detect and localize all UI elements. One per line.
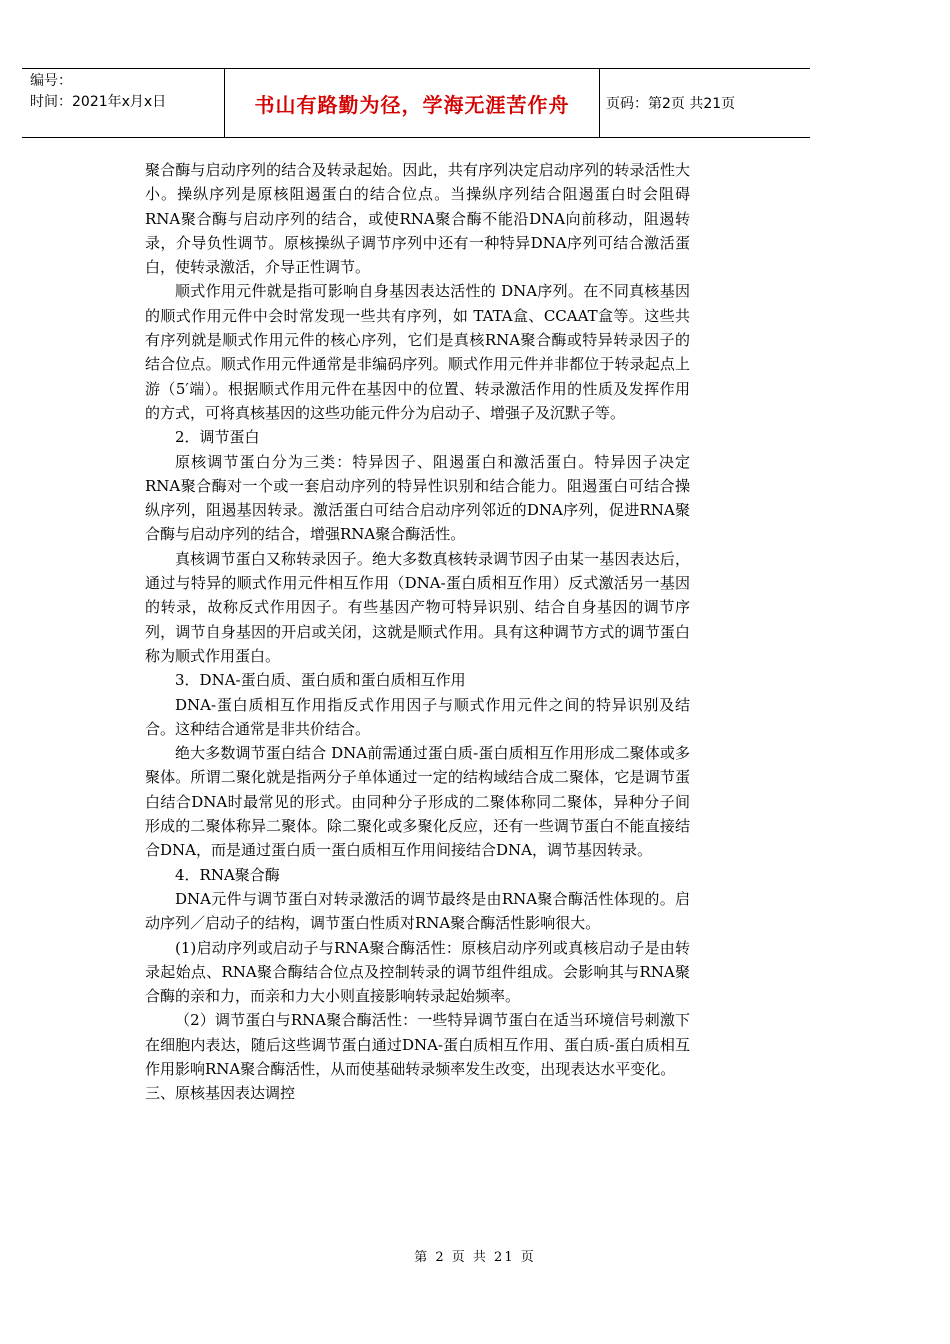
document-body [145,158,690,1106]
section-heading-protein-interaction: 3．DNA-蛋白质、蛋白质和蛋白质相互作用 [175,671,466,690]
page-footer: 第 2 页 共 21 页 [414,1250,536,1265]
paragraph-7: DNA元件与调节蛋白对转录激活的调节最终是由RNA聚合酶活性体现的。启动序列／启动子的结构，调节蛋白性质对RNA聚合酶活性影响很大。 [145,889,690,933]
section-heading-regulatory-protein: 2．调节蛋白 [175,428,260,447]
page-header [22,68,810,138]
section-heading-prokaryotic-regulation: 三、原核基因表达调控 [145,1084,296,1103]
paragraph-9: （2）调节蛋白与RNA聚合酶活性：一些特异调节蛋白在适当环境信号刺激下在细胞内表达，随后这些调节蛋白通过DNA-蛋白质相互作用、蛋白质-蛋白质相互作用影响RNA聚合酶活性，从而使基础转录频率发生改变，出现表达水平变化。 [145,1011,690,1078]
paragraph-4: 真核调节蛋白又称转录因子。绝大多数真核转录调节因子由某一基因表达后，通过与特异的顺式作用元件相互作用（DNA-蛋白质相互作用）反式激活另一基因的转录，故称反式作用因子。有些基因产物可特异识别、结合自身基因的调节序列，调节自身基因的开启或关闭，这就是顺式作用。具有这种调节方式的调节蛋白称为顺式作用蛋白。 [145,549,690,665]
header-page-number: 页码：第2页 共21页 [606,96,736,112]
paragraph-2: 顺式作用元件就是指可影响自身基因表达活性的 DNA序列。在不同真核基因的顺式作用元件中会时常发现一些共有序列，如 TATA盒、CCAAT盒等。这些共有序列就是顺式作用元件的核心序列，它们是真核RNA聚合酶或特异转录因子的结合位点。顺式作用元件通常是非编码序列。顺式作用元件并非都位于转录起点上游（5′端）。根据顺式作用元件在基因中的位置、转录激活作用的性质及发挥作用的方式，可将真核基因的这些功能元件分为启动子、增强子及沉默子等。 [145,282,690,422]
document-date: 时间：2021年x月x日 [30,94,167,110]
document-number-label: 编号： [30,73,72,89]
section-heading-rna-polymerase: 4．RNA聚合酶 [175,865,280,884]
paragraph-5: DNA-蛋白质相互作用指反式作用因子与顺式作用元件之间的特异识别及结合。这种结合通常是非共价结合。 [145,695,690,738]
paragraph-6: 绝大多数调节蛋白结合 DNA前需通过蛋白质-蛋白质相互作用形成二聚体或多聚体。所谓二聚化就是指两分子单体通过一定的结构域结合成二聚体，它是调节蛋白结合DNA时最常见的形式。由同种分子形成的二聚体称同二聚体，异种分子间形成的二聚体称异二聚体。除二聚化或多聚化反应，还有一些调节蛋白不能直接结合DNA，而是通过蛋白质一蛋白质相互作用间接结合DNA，调节基因转录。 [145,744,690,860]
header-motto: 书山有路勤为径，学海无涯苦作舟 [224,69,600,137]
paragraph-8: (1)启动序列或启动子与RNA聚合酶活性：原核启动序列或真核启动子是由转录起始点、RNA聚合酶结合位点及控制转录的调节组件组成。会影响其与RNA聚合酶的亲和力，而亲和力大小则直接影响转录起始频率。 [145,938,690,1006]
header-meta [22,69,224,137]
paragraph-3: 原核调节蛋白分为三类：特异因子、阻遏蛋白和激活蛋白。特异因子决定RNA聚合酶对一个或一套启动序列的特异性识别和结合能力。阻遏蛋白可结合操纵序列，阻遏基因转录。激活蛋白可结合启动序列邻近的DNA序列，促进RNA聚合酶与启动序列的结合，增强RNA聚合酶活性。 [145,452,690,544]
paragraph-1: 聚合酶与启动序列的结合及转录起始。因此，共有序列决定启动序列的转录活性大小。操纵序列是原核阻遏蛋白的结合位点。当操纵序列结合阻遏蛋白时会阻碍RNA聚合酶与启动序列的结合，或使RNA聚合酶不能沿DNA向前移动，阻遏转录，介导负性调节。原核操纵子调节序列中还有一种特异DNA序列可结合激活蛋白，使转录激活，介导正性调节。 [145,161,690,277]
